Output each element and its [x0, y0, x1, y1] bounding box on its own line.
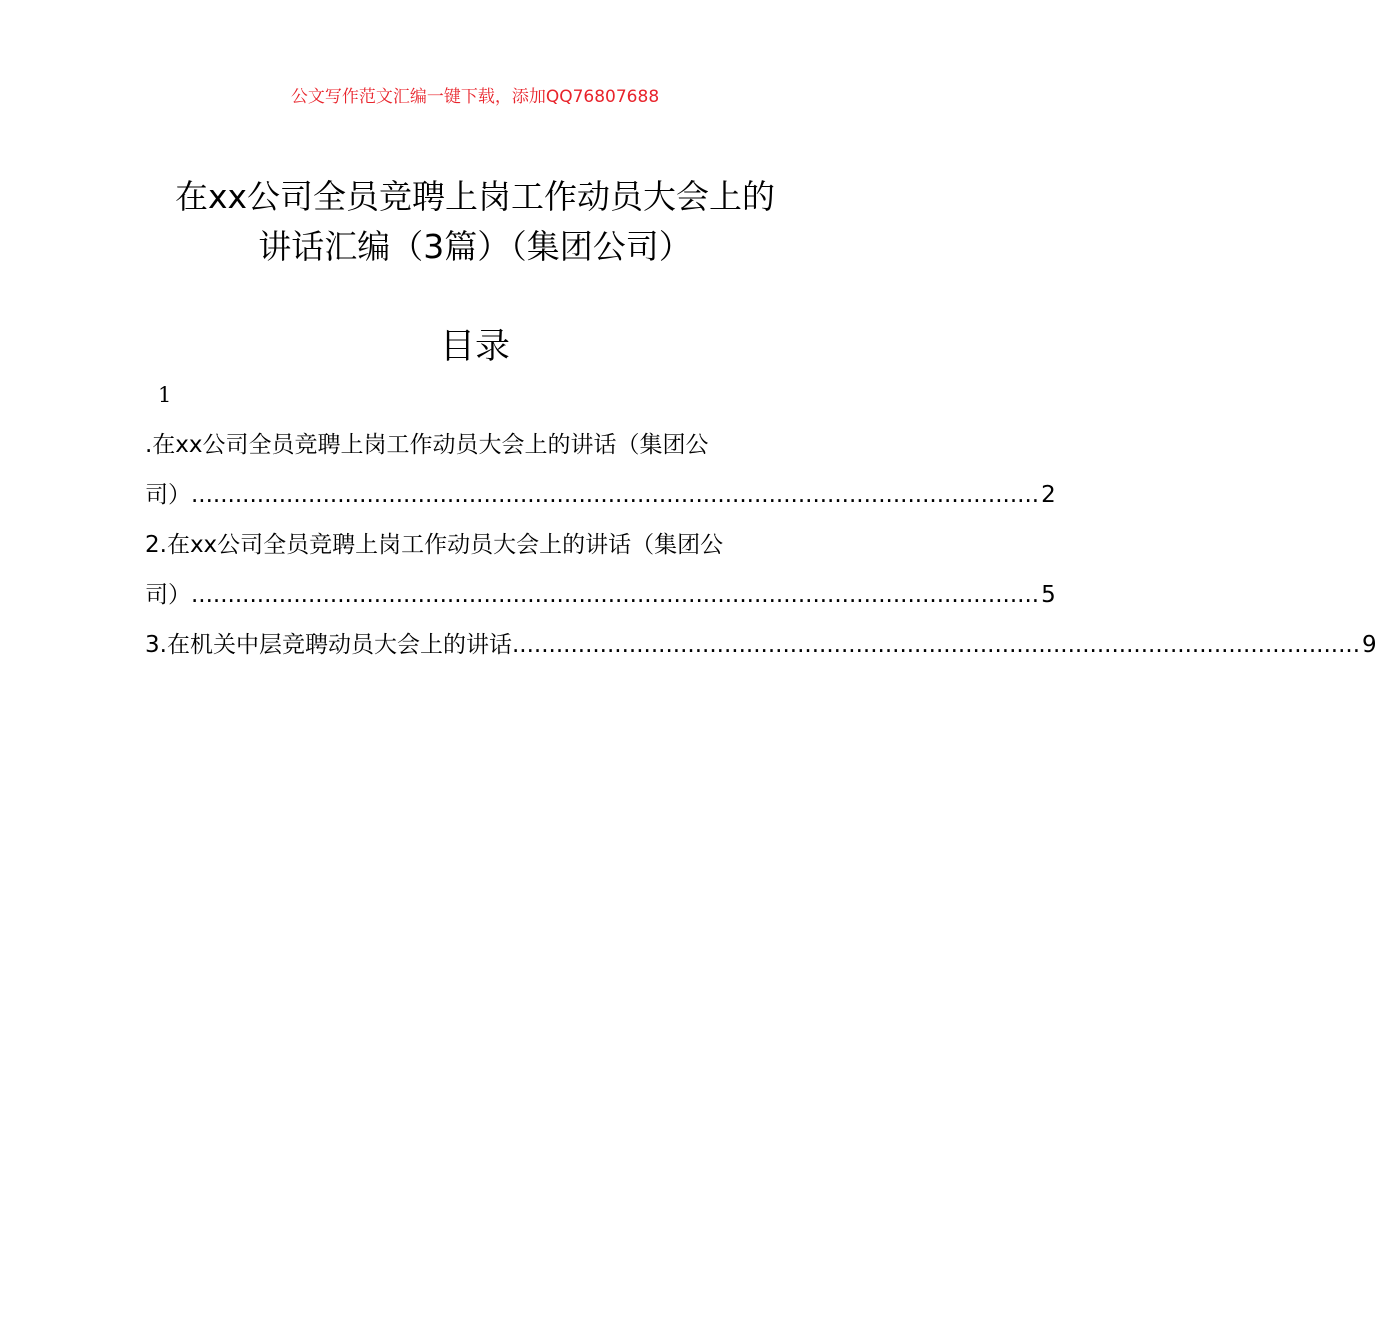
dot-leader: .................................................................................................................... — [511, 632, 1361, 658]
dot-leader: .................................................................................................................... — [191, 582, 1040, 608]
toc-entry-leader-line — [145, 620, 1377, 670]
toc-lead-number: 1 — [158, 383, 172, 407]
toc-entry-1[interactable] — [145, 420, 1056, 520]
document-title — [110, 172, 840, 272]
toc-entry-2[interactable] — [145, 520, 1056, 620]
toc-heading: 目录 — [439, 327, 510, 367]
toc-page-number: 5 — [1041, 582, 1056, 608]
toc-page-number: 9 — [1362, 632, 1377, 658]
toc-entry-leader-line — [145, 470, 1056, 520]
document-title-line-2: 讲话汇编（3篇）（集团公司） — [258, 227, 692, 266]
table-of-contents — [145, 420, 1377, 670]
dot-leader: .................................................................................................................... — [191, 482, 1040, 508]
toc-entry-3[interactable] — [145, 620, 1377, 670]
toc-entry-text: .在xx公司全员竞聘上岗工作动员大会上的讲话（集团公 — [145, 432, 709, 458]
toc-entry-leader-line — [145, 570, 1056, 620]
download-banner: 公文写作范文汇编一键下载，添加QQ76807688 — [290, 87, 660, 107]
toc-entry-text: 2.在xx公司全员竞聘上岗工作动员大会上的讲话（集团公 — [145, 532, 724, 558]
toc-entry-text-continued: 司） — [145, 582, 191, 608]
toc-entry-text: 3.在机关中层竞聘动员大会上的讲话 — [145, 632, 512, 658]
toc-page-number: 2 — [1041, 482, 1056, 508]
document-title-line-1: 在xx公司全员竞聘上岗工作动员大会上的 — [174, 177, 776, 216]
toc-entry-text-continued: 司） — [145, 482, 191, 508]
